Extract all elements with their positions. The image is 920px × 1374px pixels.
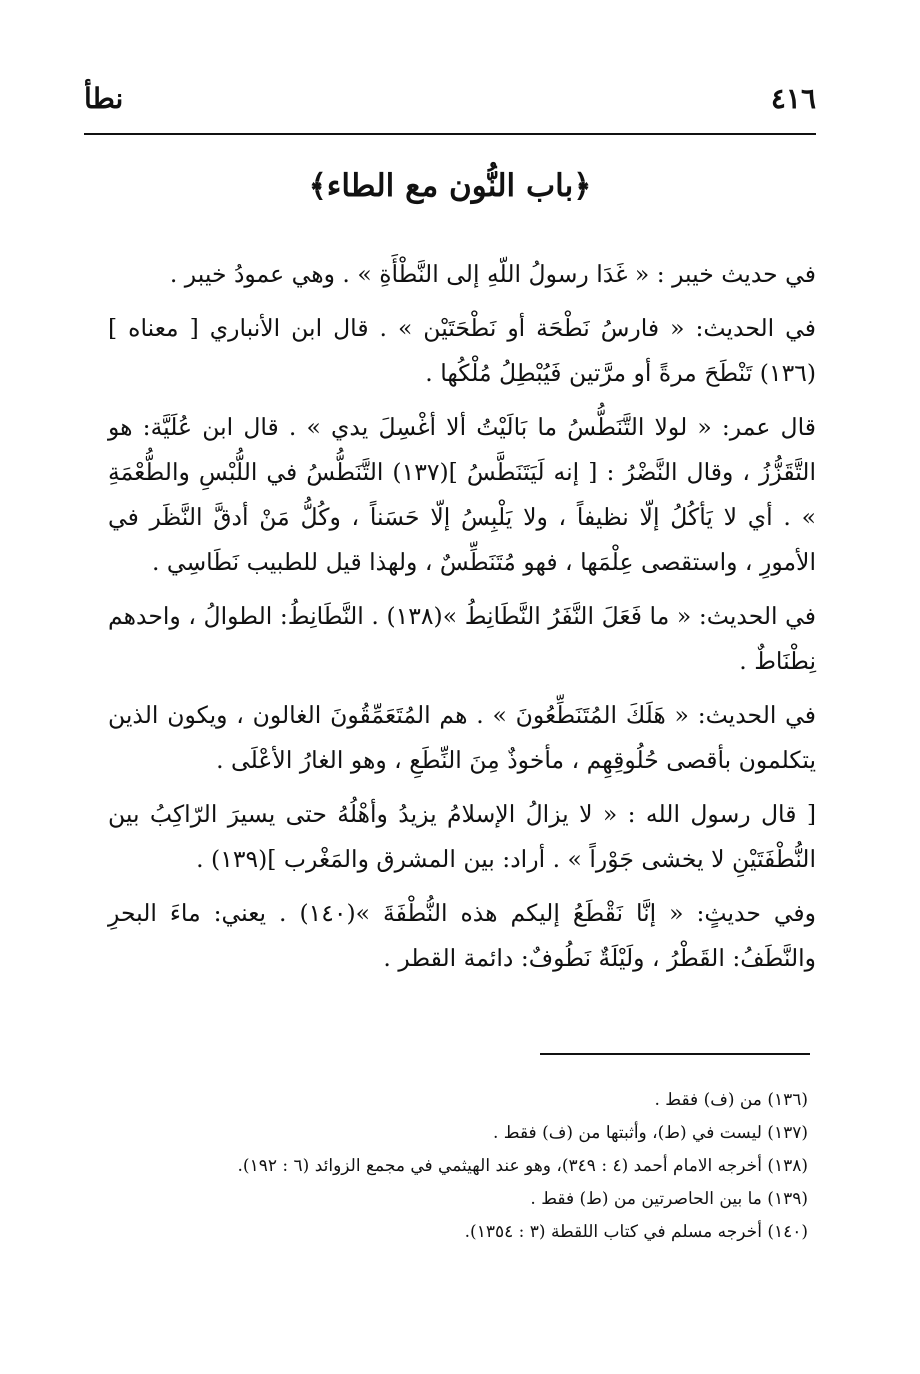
paragraph-3: قال عمر: « لولا التَّنَطُّسُ ما بَالَيْتُ ألا أغْسِلَ يدي » . قال ابن عُلَيَّة: هو التَّقَزُّزُ ، وقال النَّضْرُ : [ إنه لَيَتَنَطَّسُ ](١٣٧) التَّنَطُّسُ في اللُّبْسِ والطُّعْمَةِ » . أي لا يَأكُلُ إلّا نظيفاً ، ولا يَلْبِسُ إلّا حَسَناً ، وكُلُّ مَنْ أدقَّ النَّظَر في الأمورِ ، واستقصى عِلْمَها ، فهو مُتَنَطِّسٌ ، ولهذا قيل للطبيب نَطَاسِي .	[108, 413, 816, 576]
paragraph-7: وفي حديثٍ: « إنَّا نَقْطَعُ إليكم هذه النُّطْفَةَ »(١٤٠) . يعني: ماءَ البحرِ والنَّطَفُ: القَطْرُ ، ولَيْلَةٌ نَطُوفٌ: دائمة القطر .	[108, 899, 816, 972]
footnote-137: (١٣٧) ليست في (ط)، وأثبتها من (ف) فقط .	[493, 1123, 808, 1143]
paragraph-5: في الحديث: « هَلَكَ المُتَنَطِّعُونَ » . هم المُتَعَمِّقُونَ الغالون ، ويكون الذين يتكلمون بأقصى حُلُوقِهِم ، مأخوذٌ مِنَ النِّطَعِ ، وهو الغارُ الأعْلَى .	[108, 701, 816, 774]
page-number: ٤١٦	[770, 82, 816, 115]
paragraph-2: في الحديث: « فارسُ نَطْحَة أو نَطْحَتَيْن » . قال ابن الأنباري [ معناه ](١٣٦) تَنْطَحَ مرةً أو مرَّتين فَيُبْطِلُ مُلْكُها .	[108, 314, 816, 387]
running-head: نطأ	[84, 82, 124, 115]
footnote-136: (١٣٦) من (ف) فقط .	[654, 1090, 808, 1110]
body-text	[108, 252, 816, 990]
page-header	[84, 80, 816, 126]
paragraph-6: [ قال رسول الله : « لا يزالُ الإسلامُ يزيدُ وأهْلُهُ حتى يسيرَ الرّاكِبُ بين النُّطْفَتَيْنِ لا يخشى جَوْراً » . أراد: بين المشرق والمَغْرب ](١٣٩) .	[108, 800, 816, 873]
paragraph-4: في الحديث: « ما فَعَلَ النَّفَرُ النَّطَانِطُ »(١٣٨) . النَّطَانِطُ: الطوالُ ، واحدهم نِطْنَاطٌ .	[108, 602, 816, 675]
paragraph-1: في حديث خيبر : « غَدَا رسولُ اللّهِ إلى النَّطْأَةِ » . وهي عمودُ خيبر .	[169, 260, 816, 288]
footnote-140: (١٤٠) أخرجه مسلم في كتاب اللقطة (٣ : ١٣٥٤).	[464, 1222, 808, 1242]
footnote-rule	[540, 1053, 810, 1055]
header-rule	[84, 133, 816, 135]
footnotes	[108, 1084, 808, 1249]
footnote-138: (١٣٨) أخرجه الامام أحمد (٤ : ٣٤٩)، وهو عند الهيثمي في مجمع الزوائد (٦ : ١٩٢).	[237, 1156, 808, 1176]
chapter-title: ﴿باب النُّون مع الطاء﴾	[308, 168, 592, 204]
footnote-139: (١٣٩) ما بين الحاصرتين من (ط) فقط .	[530, 1189, 808, 1209]
